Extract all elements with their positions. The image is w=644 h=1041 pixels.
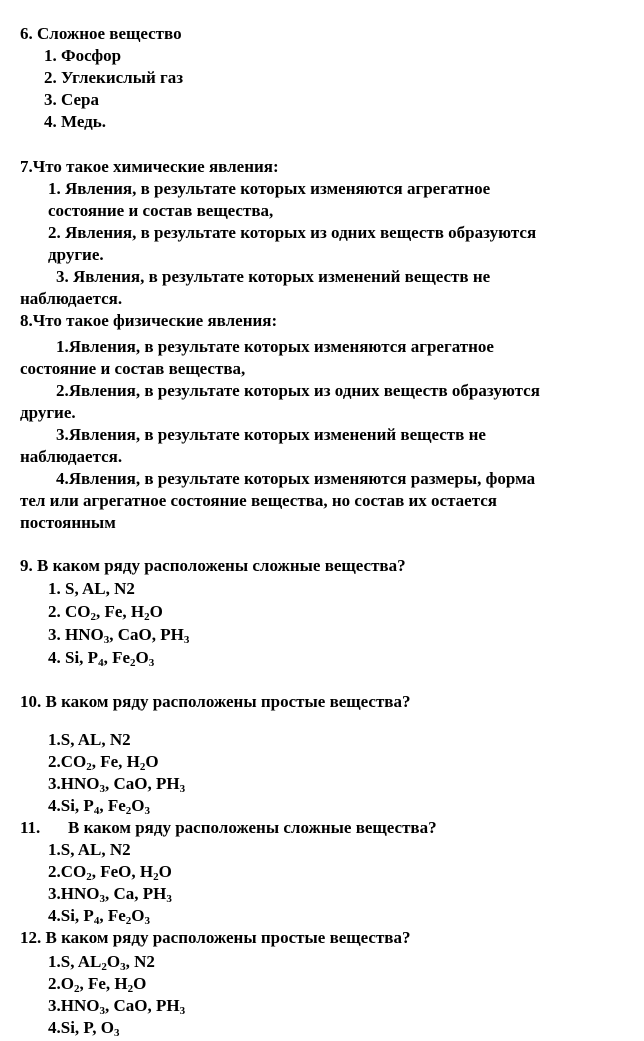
q6-option-3: 3. Сера: [44, 90, 99, 109]
q8-option-2-line-1: 2.Явления, в результате которых из одних веществ образуются: [56, 381, 540, 400]
q12-option-4: 4.Si, P, $O_3$: [48, 1018, 120, 1039]
q10-option-3: $3.HNO_3$, CaO, $PH_3$: [48, 774, 186, 795]
q11-title: В каком ряду расположены сложные вещества?: [68, 818, 437, 837]
q8-title: 8.Что такое физические явления:: [20, 311, 278, 330]
q7-option-3-line-1: 3. Явления, в результате которых изменений веществ не: [56, 267, 491, 286]
q12-option-1: 1.S, $AL_2O_3$, N2: [48, 952, 155, 973]
q8-option-4-line-1: 4.Явления, в результате которых изменяются размеры, форма: [56, 469, 536, 488]
q8-option-4-line-3: постоянным: [20, 513, 116, 532]
q7-option-2-line-2: другие.: [48, 245, 104, 264]
q8-option-3-line-2: наблюдается.: [20, 447, 123, 466]
q6-option-4: 4. Медь.: [44, 112, 106, 131]
q7-option-3-line-2: наблюдается.: [20, 289, 123, 308]
q10-option-1: 1.S, AL, N2: [48, 730, 131, 749]
q10-title: 10. В каком ряду расположены простые вещества?: [20, 692, 411, 711]
q10-option-4: 4.Si, $P_4$, $Fe_2O_3$: [48, 796, 150, 817]
q12-title: 12. В каком ряду расположены простые вещества?: [20, 928, 411, 947]
q8-option-1-line-1: 1.Явления, в результате которых изменяются агрегатное: [56, 337, 494, 356]
q9-option-1: 1. S, AL, N2: [48, 579, 135, 598]
q8-option-2-line-2: другие.: [20, 403, 76, 422]
q9-option-2: 2. $CO_2$, Fe, $H_2O$: [48, 602, 163, 623]
q7-option-2-line-1: 2. Явления, в результате которых из одних веществ образуются: [48, 223, 537, 242]
q11-option-4: 4.Si, $P_4$, $Fe_2O_3$: [48, 906, 150, 927]
q7-option-1-line-1: 1. Явления, в результате которых изменяются агрегатное: [48, 179, 491, 198]
q8-option-3-line-1: 3.Явления, в результате которых изменений веществ не: [56, 425, 486, 444]
q8-option-4-line-2: тел или агрегатное состояние вещества, но состав их остается: [20, 491, 498, 510]
q8-option-1-line-2: состояние и состав вещества,: [20, 359, 246, 378]
q11-option-3: $3.HNO_3$, Ca, $PH_3$: [48, 884, 172, 905]
q6-title: 6. Сложное вещество: [20, 24, 182, 43]
q10-option-2: $2.CO_2$, Fe, $H_2O$: [48, 752, 159, 773]
q7-title: 7.Что такое химические явления:: [20, 157, 279, 176]
q9-option-3: 3. $HNO_3$, CaO, $PH_3$: [48, 625, 190, 646]
q11-number: 11.: [20, 818, 41, 837]
q11-option-1: 1.S, AL, N2: [48, 840, 131, 859]
q7-option-1-line-2: состояние и состав вещества,: [48, 201, 274, 220]
q9-title: 9. В каком ряду расположены сложные вещества?: [20, 556, 406, 575]
q6-option-2: 2. Углекислый газ: [44, 68, 184, 87]
q11-option-2: $2.CO_2$, FeO, $H_2O$: [48, 862, 172, 883]
q12-option-2: $2.O_2$, Fe, $H_2O$: [48, 974, 147, 995]
q9-option-4: 4. Si, $P_4$, $Fe_2O_3$: [48, 648, 155, 669]
q6-option-1: 1. Фосфор: [44, 46, 122, 65]
q12-option-3: $3.HNO_3$, CaO, $PH_3$: [48, 996, 186, 1017]
